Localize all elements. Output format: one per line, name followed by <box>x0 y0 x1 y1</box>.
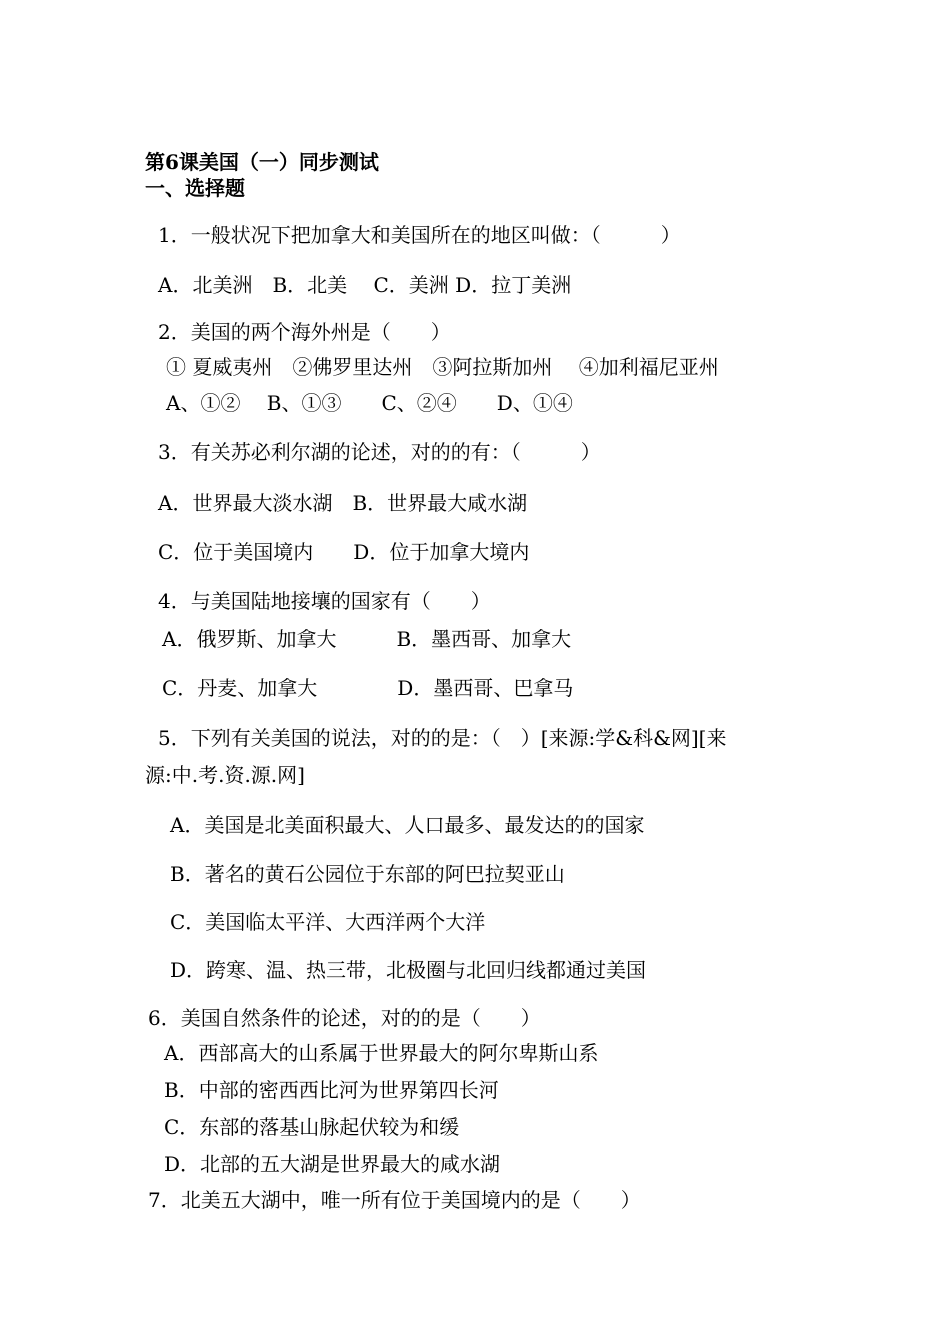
q3-options-cd: C．位于美国境内 D．位于加拿大境内 <box>158 540 530 564</box>
q5-option-c: C．美国临太平洋、大西洋两个大洋 <box>170 910 486 934</box>
q2-items: ① 夏威夷州 ②佛罗里达州 ③阿拉斯加州 ④加利福尼亚州 <box>166 355 719 379</box>
q4-options-cd: C．丹麦、加拿大 D．墨西哥、巴拿马 <box>162 676 574 700</box>
q5-stem-line2: 源:中.考.资.源.网] <box>145 763 305 787</box>
q1-options: A．北美洲 B．北美 C．美洲 D．拉丁美洲 <box>158 273 572 297</box>
q2-stem: 2．美国的两个海外州是（ ） <box>158 320 451 344</box>
q5-option-a: A．美国是北美面积最大、人口最多、最发达的的国家 <box>170 813 645 837</box>
q6-option-c: C．东部的落基山脉起伏较为和缓 <box>164 1115 460 1139</box>
q2-options: A、①② B、①③ C、②④ D、①④ <box>166 391 573 415</box>
q6-option-d: D．北部的五大湖是世界最大的咸水湖 <box>164 1152 501 1176</box>
q1-stem: 1．一般状况下把加拿大和美国所在的地区叫做：（ ） <box>158 223 681 247</box>
q5-option-b: B．著名的黄石公园位于东部的阿巴拉契亚山 <box>170 862 565 886</box>
q3-options-ab: A．世界最大淡水湖 B．世界最大咸水湖 <box>158 491 528 515</box>
q5-option-d: D．跨寒、温、热三带，北极圈与北回归线都通过美国 <box>170 958 647 982</box>
q4-options-ab: A．俄罗斯、加拿大 B．墨西哥、加拿大 <box>162 627 572 651</box>
q6-option-a: A．西部高大的山系属于世界最大的阿尔卑斯山系 <box>164 1041 599 1065</box>
section-heading: 一、选择题 <box>145 176 245 200</box>
q4-stem: 4．与美国陆地接壤的国家有（ ） <box>158 589 491 613</box>
q7-stem: 7．北美五大湖中，唯一所有位于美国境内的是（ ） <box>148 1188 641 1212</box>
q6-stem: 6．美国自然条件的论述，对的的是（ ） <box>148 1006 541 1030</box>
q3-stem: 3．有关苏必利尔湖的论述，对的的有：（ ） <box>158 440 601 464</box>
q6-option-b: B．中部的密西西比河为世界第四长河 <box>164 1078 499 1102</box>
q5-stem-line1: 5．下列有关美国的说法，对的的是：（ ）[来源:学&科&网][来 <box>158 726 727 750</box>
document-title: 第6课美国（一）同步测试 <box>145 150 379 174</box>
